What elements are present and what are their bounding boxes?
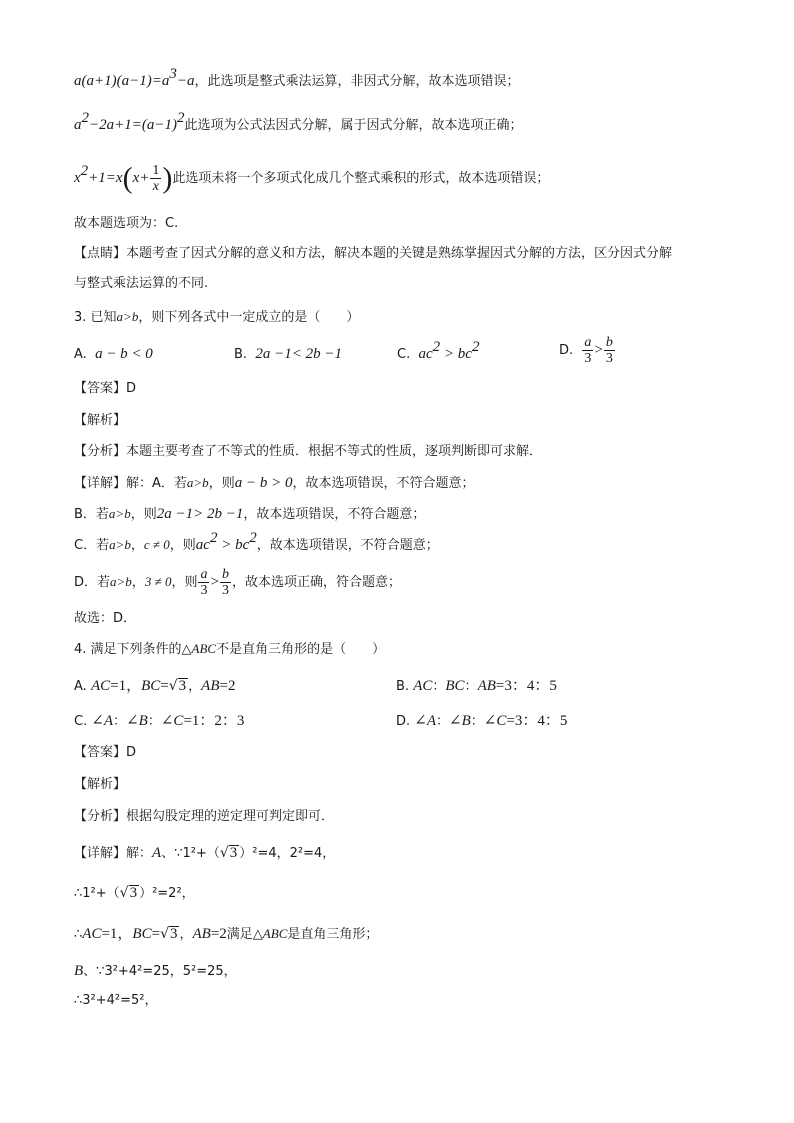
math-value: =1， [110, 678, 142, 694]
question-3-options [74, 335, 724, 369]
answer-label: 【答案】D [74, 745, 137, 760]
sqrt-icon: √ [219, 845, 229, 861]
math-exponent: 2 [249, 530, 257, 546]
text: ，故本选项错误，不符合题意； [292, 476, 475, 491]
math-var: AC [82, 926, 102, 942]
text: B．若 [74, 507, 109, 522]
denominator: x [152, 179, 159, 194]
math-var: B [74, 963, 84, 979]
math-exponent: 2 [80, 163, 89, 179]
text: ，则 [169, 538, 196, 553]
option-label: C. [397, 347, 411, 362]
answer-label: 【答案】D [74, 381, 137, 396]
option-math: > bc [440, 346, 472, 362]
option-c [74, 712, 244, 731]
text: ，故本选项错误，不符合题意； [243, 507, 426, 522]
comment-line-2: 与整式乘法运算的不同. [74, 276, 209, 291]
text: ，则 [208, 476, 235, 491]
math-exponent: 2 [432, 339, 441, 355]
math-expression: a>b [186, 475, 209, 490]
radicand: 3 [229, 845, 238, 861]
question-text: ，则下列各式中一定成立的是（ ） [138, 310, 360, 325]
math-expression: a>b [110, 574, 132, 589]
math-value: =3：4：5 [506, 713, 568, 729]
radicand: 3 [178, 678, 187, 694]
text: 此选项未将一个多项式化成几个整式乘积的形式，故本选项错误； [172, 171, 550, 186]
math-angle: ∠C [483, 713, 507, 729]
text: ， [188, 679, 202, 694]
text: ， [131, 575, 145, 590]
math-value: =2 [210, 926, 227, 942]
math-var: AB [192, 926, 211, 942]
step-line-option-c [74, 163, 549, 194]
text: 、∵1²+（ [161, 846, 220, 861]
text: ，故本选项错误，不符合题意； [256, 538, 439, 553]
option-math: ac [418, 346, 433, 362]
text: 、∵3²+4²=25，5²=25， [83, 964, 237, 979]
math-operator: > [210, 574, 219, 590]
math-angle: ∠B [126, 713, 148, 729]
math-expression: a>b [109, 537, 131, 552]
denominator: 3 [605, 351, 613, 366]
math-expression: 3 ≠ 0 [144, 574, 172, 589]
text: ： [147, 714, 161, 729]
left-paren: ( [122, 161, 133, 195]
fraction [220, 567, 231, 598]
text: ∴1²+（ [74, 886, 120, 901]
question-text: 4. 满足下列条件的 [74, 642, 182, 657]
math-var: AC [90, 678, 111, 694]
option-label: A. [74, 347, 87, 362]
text: ： [432, 679, 446, 694]
fraction [198, 567, 209, 598]
math-expression: a − b > 0 [234, 475, 293, 491]
radicand: 3 [129, 885, 138, 901]
text: ，故本选项正确，符合题意； [231, 575, 401, 590]
text: ： [470, 714, 484, 729]
math-var: AB [477, 678, 496, 694]
option-c [397, 339, 480, 364]
denominator: 3 [221, 583, 229, 598]
math-operator: > [594, 342, 603, 358]
text: ： [436, 714, 450, 729]
numerator: b [221, 567, 229, 582]
radicand: 3 [169, 926, 178, 942]
analysis-text: 【分析】根据勾股定理的逆定理可判定即可． [74, 809, 335, 824]
math-var: BC [141, 678, 161, 694]
numerator: a [200, 567, 208, 582]
option-label: B. [396, 679, 410, 694]
math-expression: ac [195, 537, 210, 553]
numerator: b [605, 335, 613, 350]
math-expression: c ≠ 0 [143, 537, 170, 552]
math-value: =2 [219, 678, 236, 694]
detail-line-2 [74, 884, 195, 903]
text: ，此选项是整式乘法运算，非因式分解，故本选项错误； [194, 74, 520, 89]
option-d [559, 335, 616, 366]
detail-line-1 [74, 844, 335, 863]
option-math: a − b < 0 [95, 346, 153, 362]
question-text: 不是直角三角形的是（ ） [216, 642, 386, 657]
math-value: = [151, 926, 161, 942]
math-expression: x [74, 170, 81, 186]
analysis-label: 【解析】 [74, 777, 127, 792]
text: ： [464, 679, 478, 694]
math-value: = [160, 678, 169, 694]
math-var: AC [413, 678, 433, 694]
text: ，则 [171, 575, 198, 590]
text: D．若 [74, 575, 111, 590]
answer-summary: 故本题选项为：C. [74, 216, 179, 231]
conclusion: 故选：D． [74, 611, 137, 626]
text: ）²=4，2²=4， [239, 846, 336, 861]
math-expression: −2a+1=(a−1) [89, 117, 177, 133]
option-math: 2a −1< 2b −1 [255, 346, 342, 362]
option-a [74, 345, 153, 364]
detail-line-d [74, 566, 401, 599]
detail-line-5: ∴3²+4²=5²， [74, 993, 158, 1008]
text: ∴ [74, 927, 83, 942]
math-angle: ∠A [414, 713, 437, 729]
math-expression: −a [176, 73, 195, 89]
math-exponent: 2 [471, 339, 480, 355]
text: ）²=2²， [139, 886, 195, 901]
option-b [396, 677, 557, 696]
step-line-option-b [74, 110, 523, 135]
math-expression: a(a+1)(a−1)=a [74, 73, 170, 89]
math-condition: a>b [116, 309, 139, 324]
math-expression: x+ [132, 170, 150, 186]
sqrt-icon: √ [119, 885, 129, 901]
math-var: AB [201, 678, 220, 694]
math-var: BC [132, 926, 152, 942]
math-triangle: △ABC [252, 926, 288, 941]
math-angle: ∠A [91, 713, 114, 729]
option-d [396, 712, 567, 731]
detail-line-c [74, 530, 439, 555]
text: ， [179, 927, 193, 942]
math-value: =3：4：5 [495, 678, 557, 694]
math-value: =1， [101, 926, 133, 942]
math-var: BC [445, 678, 465, 694]
denominator: 3 [584, 351, 592, 366]
question-4 [74, 640, 385, 659]
math-expression: a [74, 117, 82, 133]
math-exponent: 2 [81, 110, 89, 126]
text: 【详解】解：A．若 [74, 476, 187, 491]
question-3 [74, 308, 359, 327]
fraction [604, 335, 615, 366]
option-label: D. [396, 714, 411, 729]
text: ， [130, 538, 144, 553]
detail-line-b [74, 505, 425, 524]
math-value: =1：2：3 [183, 713, 245, 729]
text: C．若 [74, 538, 110, 553]
option-label: A. [74, 679, 87, 694]
math-expression: 2a −1> 2b −1 [156, 506, 244, 522]
text: ，则 [130, 507, 157, 522]
denominator: 3 [200, 583, 208, 598]
fraction [150, 163, 161, 194]
question-text: 3. 已知 [74, 310, 117, 325]
math-expression: +1=x [88, 170, 123, 186]
math-expression: a>b [108, 506, 131, 521]
numerator: 1 [152, 163, 160, 178]
text: 是直角三角形； [287, 927, 379, 942]
math-expression: > bc [217, 537, 250, 553]
detail-line-3 [74, 925, 378, 944]
option-a [74, 677, 235, 696]
text: ： [113, 714, 127, 729]
numerator: a [584, 335, 592, 350]
analysis-text: 【分析】本题主要考查了不等式的性质．根据不等式的性质，逐项判断即可求解． [74, 444, 543, 459]
text: 满足 [226, 927, 253, 942]
sqrt-icon: √ [168, 678, 178, 694]
math-angle: ∠B [449, 713, 471, 729]
math-exponent: 2 [209, 530, 218, 546]
option-b [234, 345, 342, 364]
detail-line-a [74, 474, 474, 493]
math-exponent: 3 [169, 66, 177, 82]
text: 【详解】解： [74, 846, 153, 861]
math-var: A [152, 845, 162, 861]
option-label: D. [559, 343, 574, 358]
math-angle: ∠C [160, 713, 184, 729]
option-label: C. [74, 714, 88, 729]
text: 此选项为公式法因式分解，属于因式分解，故本选项正确； [184, 118, 523, 133]
step-line-option-a [74, 66, 520, 91]
right-paren: ) [162, 161, 173, 195]
math-exponent: 2 [176, 110, 185, 126]
analysis-label: 【解析】 [74, 413, 127, 428]
math-triangle: △ABC [181, 641, 217, 656]
sqrt-icon: √ [160, 926, 169, 942]
option-label: B. [234, 347, 248, 362]
detail-line-4 [74, 962, 237, 981]
comment-line-1: 【点睛】本题考查了因式分解的意义和方法，解决本题的关键是熟练掌握因式分解的方法，区分因式分解 [74, 246, 673, 261]
fraction [582, 335, 593, 366]
